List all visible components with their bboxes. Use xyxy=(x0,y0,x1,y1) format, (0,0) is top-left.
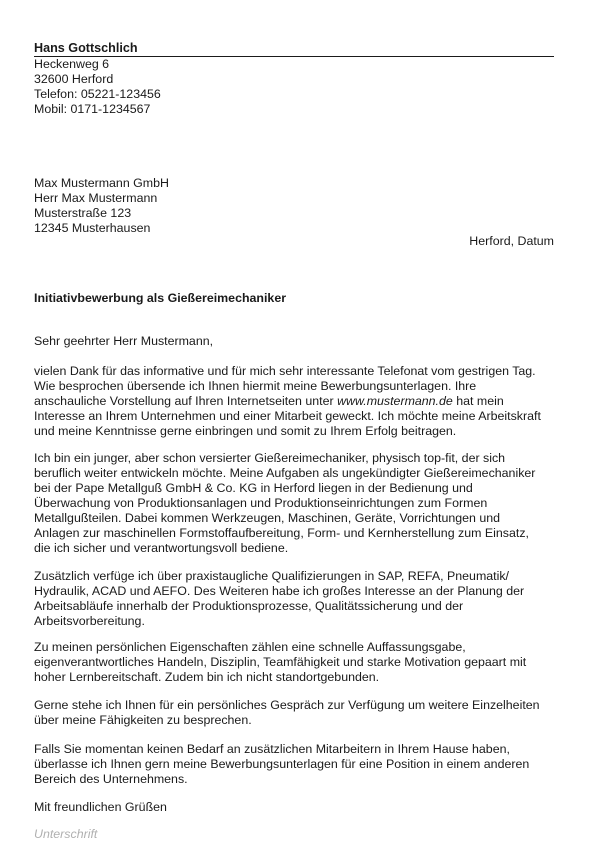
body-paragraph-2 xyxy=(34,451,556,556)
paragraph-line: Anlagen zur maschinellen Formstoffaufbereitung, Form- und Kernherstellung zum Einsatz, xyxy=(34,526,529,540)
paragraph-line: Interesse an Ihrem Unternehmen und einer Mitarbeit geweckt. Ich möchte meine Arbeitskraft xyxy=(34,409,541,423)
sender-mobile: Mobil: 0171-1234567 xyxy=(34,102,151,116)
recipient-company: Max Mustermann GmbH xyxy=(34,176,169,190)
body-paragraph-5 xyxy=(34,698,556,728)
paragraph-line: beruflich weiter entwickeln möchte. Meine Aufgaben als ungekündigter Gießereimechaniker xyxy=(34,466,536,480)
paragraph-line: Wie besprochen übersende ich Ihnen hiermit meine Bewerbungsunterlagen. Ihre xyxy=(34,379,477,393)
paragraph-line: eigenverantwortliches Handeln, Disziplin, Teamfähigkeit und starke Motivation gepaart mit xyxy=(34,655,527,669)
paragraph-line: Ich bin ein junger, aber schon versierter Gießereimechaniker, physisch top-fit, der sich xyxy=(34,451,506,465)
recipient-city: 12345 Musterhausen xyxy=(34,221,151,235)
paragraph-line: überlasse ich Ihnen gern meine Bewerbungsunterlagen für eine Position in einem anderen xyxy=(34,757,530,771)
body-paragraph-6 xyxy=(34,742,556,787)
paragraph-line-start: anschauliche Vorstellung auf Ihren Internetseiten unter xyxy=(34,394,338,408)
paragraph-line: Arbeitsvorbereitung. xyxy=(34,614,145,628)
recipient-address xyxy=(34,176,169,236)
paragraph-line: Arbeitsabläufe innerhalb der Produktionsprozesse, Qualitätssicherung und der xyxy=(34,599,464,613)
sender-phone: Telefon: 05221-123456 xyxy=(34,87,161,101)
salutation: Sehr geehrter Herr Mustermann, xyxy=(34,334,214,348)
paragraph-line: Bereich des Unternehmens. xyxy=(34,772,188,786)
paragraph-line: Überwachung von Produktionsanlagen und Produktionseinrichtungen zum Formen xyxy=(34,496,488,510)
paragraph-line: die ich sicher und verantwortungsvoll bediene. xyxy=(34,541,289,555)
paragraph-line-with-website xyxy=(34,394,556,409)
paragraph-line: Zusätzlich verfüge ich über praxistaugliche Qualifizierungen in SAP, REFA, Pneumatik/ xyxy=(34,569,509,583)
paragraph-line: bei der Pape Metallguß GmbH & Co. KG in Herford liegen in der Bedienung und xyxy=(34,481,473,495)
paragraph-line: und meine Kenntnisse gerne einbringen und somit zu Ihrem Erfolg beitragen. xyxy=(34,424,457,438)
letter-subject: Initiativbewerbung als Gießereimechaniker xyxy=(34,291,287,305)
recipient-street: Musterstraße 123 xyxy=(34,206,132,220)
paragraph-line: Zu meinen persönlichen Eigenschaften zählen eine schnelle Auffassungsgabe, xyxy=(34,640,466,654)
website-link[interactable]: www.mustermann.de xyxy=(337,394,453,408)
sender-city: 32600 Herford xyxy=(34,72,114,86)
paragraph-line: über meine Fähigkeiten zu besprechen. xyxy=(34,713,252,727)
sender-street: Heckenweg 6 xyxy=(34,57,110,71)
recipient-contact: Herr Max Mustermann xyxy=(34,191,158,205)
paragraph-line: Metallgußteilen. Dabei kommen Werkzeugen, Maschinen, Geräte, Vorrichtungen und xyxy=(34,511,501,525)
paragraph-line: vielen Dank für das informative und für mich sehr interessante Telefonat vom gestrigen Tag. xyxy=(34,364,536,378)
date-line: Herford, Datum xyxy=(469,234,554,248)
paragraph-line: Falls Sie momentan keinen Bedarf an zusätzlichen Mitarbeitern in Ihrem Hause haben, xyxy=(34,742,510,756)
paragraph-line-end: hat mein xyxy=(452,394,504,408)
body-paragraph-1 xyxy=(34,364,556,439)
body-paragraph-3 xyxy=(34,569,556,629)
body-paragraph-4 xyxy=(34,640,556,685)
signature-placeholder: Unterschrift xyxy=(34,827,98,841)
paragraph-line: Gerne stehe ich Ihnen für ein persönliches Gespräch zur Verfügung um weitere Einzelheiten xyxy=(34,698,540,712)
closing-greeting: Mit freundlichen Grüßen xyxy=(34,800,167,814)
sender-name: Hans Gottschlich xyxy=(34,41,138,55)
paragraph-line: Hydraulik, ACAD und AEFO. Des Weiteren habe ich großes Interesse an der Planung der xyxy=(34,584,525,598)
sender-address xyxy=(34,57,161,117)
paragraph-line: hoher Lernbereitschaft. Zudem bin ich nicht standortgebunden. xyxy=(34,670,380,684)
